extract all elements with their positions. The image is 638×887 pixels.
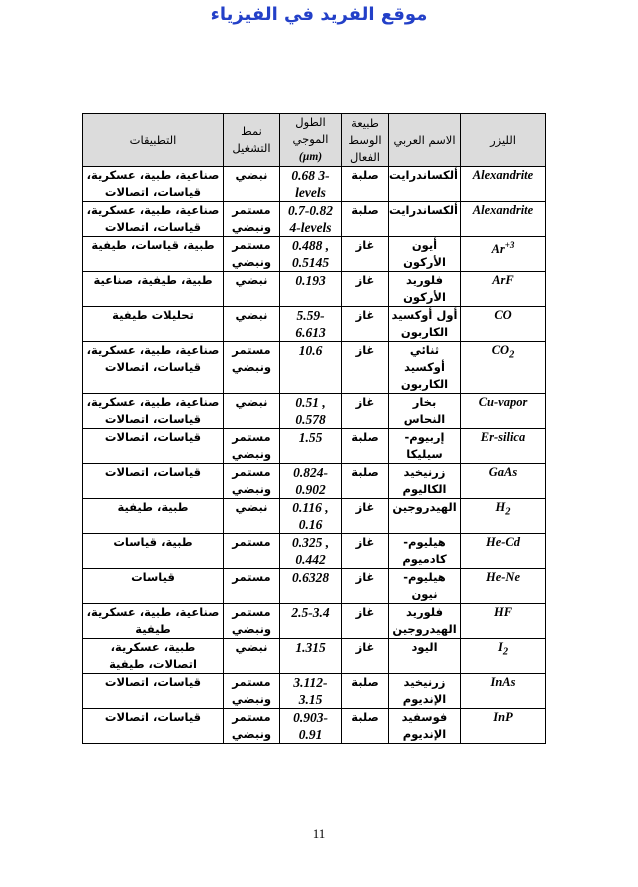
mode-cell: مستمر ونبضي (224, 464, 280, 499)
wavelength-cell: 3.112-3.15 (280, 674, 342, 709)
mode-cell: مستمر (224, 534, 280, 569)
mode-cell: مستمر ونبضي (224, 674, 280, 709)
wavelength-cell: 0.68 3-levels (280, 167, 342, 202)
arabic-name-cell: ألكساندرايت (389, 167, 461, 202)
table-row (83, 394, 546, 429)
laser-name-cell: $H_2$ (461, 499, 546, 534)
medium-cell: غاز (342, 604, 389, 639)
applications-cell: قياسات، اتصالات (83, 464, 224, 499)
medium-cell: صلبة (342, 709, 389, 744)
page-number: 11 (312, 826, 326, 841)
arabic-name-cell: أيون الأركون (389, 237, 461, 272)
applications-cell: تحليلات طيفية (83, 307, 224, 342)
arabic-name-cell: هيليوم-نيون (389, 569, 461, 604)
medium-cell: غاز (342, 534, 389, 569)
header-wavelength (280, 114, 342, 167)
mode-cell: مستمر ونبضي (224, 604, 280, 639)
header-arabic-name: الاسم العربي (389, 114, 461, 167)
applications-cell: قياسات (83, 569, 224, 604)
laser-name-cell: $CO_2$ (461, 342, 546, 394)
table-row (83, 464, 546, 499)
mode-cell: مستمر ونبضي (224, 202, 280, 237)
laser-name-cell: Er-silica (461, 429, 546, 464)
laser-name-cell: ArF (461, 272, 546, 307)
applications-cell: طبية، قياسات، طيفية (83, 237, 224, 272)
laser-table (82, 113, 546, 744)
mode-cell: مستمر ونبضي (224, 342, 280, 394)
laser-name-cell: HF (461, 604, 546, 639)
medium-cell: غاز (342, 569, 389, 604)
site-title: موقع الفريد في الفيزياء (210, 4, 428, 25)
table-row (83, 674, 546, 709)
mode-cell: نبضي (224, 394, 280, 429)
laser-name-cell: He-Ne (461, 569, 546, 604)
laser-name-cell: Cu-vapor (461, 394, 546, 429)
table-row (83, 202, 546, 237)
medium-cell: صلبة (342, 202, 389, 237)
applications-cell: قياسات، اتصالات (83, 709, 224, 744)
header-laser: الليزر (461, 114, 546, 167)
arabic-name-cell: فلوريد الأركون (389, 272, 461, 307)
wavelength-cell: 5.59-6.613 (280, 307, 342, 342)
wavelength-cell: 0.7-0.82 4-levels (280, 202, 342, 237)
medium-cell: غاز (342, 237, 389, 272)
header-applications: التطبيقات (83, 114, 224, 167)
arabic-name-cell: ثنائي أوكسيد الكاربون (389, 342, 461, 394)
table-header-row (83, 114, 546, 167)
mode-cell: مستمر ونبضي (224, 237, 280, 272)
mode-cell: نبضي (224, 639, 280, 674)
applications-cell: قياسات، اتصالات (83, 429, 224, 464)
arabic-name-cell: فوسفيد الإنديوم (389, 709, 461, 744)
table-row (83, 272, 546, 307)
table-row (83, 167, 546, 202)
medium-cell: صلبة (342, 429, 389, 464)
medium-cell: غاز (342, 394, 389, 429)
applications-cell: قياسات، اتصالات (83, 674, 224, 709)
wavelength-cell: 0.488 , 0.5145 (280, 237, 342, 272)
arabic-name-cell: الهيدروجين (389, 499, 461, 534)
table-row (83, 639, 546, 674)
wavelength-cell: 1.315 (280, 639, 342, 674)
medium-cell: غاز (342, 499, 389, 534)
wavelength-cell: 1.55 (280, 429, 342, 464)
arabic-name-cell: بخار النحاس (389, 394, 461, 429)
mode-cell: مستمر (224, 569, 280, 604)
applications-cell: صناعية، طبية، عسكرية، قياسات، اتصالات (83, 167, 224, 202)
wavelength-cell: 0.193 (280, 272, 342, 307)
mode-cell: مستمر ونبضي (224, 429, 280, 464)
arabic-name-cell: فلوريد الهيدروجين (389, 604, 461, 639)
laser-table-body (83, 167, 546, 744)
laser-name-cell: GaAs (461, 464, 546, 499)
table-row (83, 569, 546, 604)
arabic-name-cell: إربيوم-سيليكا (389, 429, 461, 464)
wavelength-cell: 0.903-0.91 (280, 709, 342, 744)
applications-cell: طبية، طيفية، صناعية (83, 272, 224, 307)
table-row (83, 429, 546, 464)
laser-name-cell: $Ar^{+3}$ (461, 237, 546, 272)
arabic-name-cell: أول أوكسيد الكاربون (389, 307, 461, 342)
laser-name-cell: Alexandrite (461, 202, 546, 237)
applications-cell: صناعية، طبية، عسكرية، طيفية (83, 604, 224, 639)
medium-cell: غاز (342, 342, 389, 394)
laser-name-cell: InP (461, 709, 546, 744)
wavelength-cell: 0.116 , 0.16 (280, 499, 342, 534)
laser-name-cell: CO (461, 307, 546, 342)
applications-cell: صناعية، طبية، عسكرية، قياسات، اتصالات (83, 202, 224, 237)
applications-cell: صناعية، طبية، عسكرية، قياسات، اتصالات (83, 394, 224, 429)
laser-name-cell: Alexandrite (461, 167, 546, 202)
wavelength-cell: 0.325 , 0.442 (280, 534, 342, 569)
wavelength-cell: 10.6 (280, 342, 342, 394)
medium-cell: صلبة (342, 464, 389, 499)
table-row (83, 307, 546, 342)
arabic-name-cell: زرنيخيد الكاليوم (389, 464, 461, 499)
mode-cell: نبضي (224, 307, 280, 342)
arabic-name-cell: ألكساندرايت (389, 202, 461, 237)
table-row (83, 534, 546, 569)
medium-cell: غاز (342, 272, 389, 307)
laser-name-cell: InAs (461, 674, 546, 709)
mode-cell: نبضي (224, 499, 280, 534)
mode-cell: نبضي (224, 272, 280, 307)
laser-name-cell: He-Cd (461, 534, 546, 569)
medium-cell: صلبة (342, 167, 389, 202)
applications-cell: طبية، عسكرية، اتصالات، طيفية (83, 639, 224, 674)
header-wavelength-label: الطول الموجي (292, 115, 329, 146)
applications-cell: صناعية، طبية، عسكرية، قياسات، اتصالات (83, 342, 224, 394)
table-row (83, 237, 546, 272)
table-row (83, 709, 546, 744)
arabic-name-cell: زرنيخيد الإنديوم (389, 674, 461, 709)
applications-cell: طبية، طيفية (83, 499, 224, 534)
table-row (83, 499, 546, 534)
header-wavelength-unit: (µm) (298, 151, 323, 163)
wavelength-cell: 0.6328 (280, 569, 342, 604)
applications-cell: طبية، قياسات (83, 534, 224, 569)
mode-cell: مستمر ونبضي (224, 709, 280, 744)
wavelength-cell: 2.5-3.4 (280, 604, 342, 639)
mode-cell: نبضي (224, 167, 280, 202)
medium-cell: صلبة (342, 674, 389, 709)
wavelength-cell: 0.824-0.902 (280, 464, 342, 499)
header-medium: طبيعة الوسط الفعال (342, 114, 389, 167)
wavelength-cell: 0.51 , 0.578 (280, 394, 342, 429)
laser-name-cell: $I_2$ (461, 639, 546, 674)
medium-cell: غاز (342, 307, 389, 342)
table-row (83, 604, 546, 639)
arabic-name-cell: هيليوم- كادميوم (389, 534, 461, 569)
medium-cell: غاز (342, 639, 389, 674)
header-mode: نمط التشغيل (224, 114, 280, 167)
arabic-name-cell: اليود (389, 639, 461, 674)
table-row (83, 342, 546, 394)
